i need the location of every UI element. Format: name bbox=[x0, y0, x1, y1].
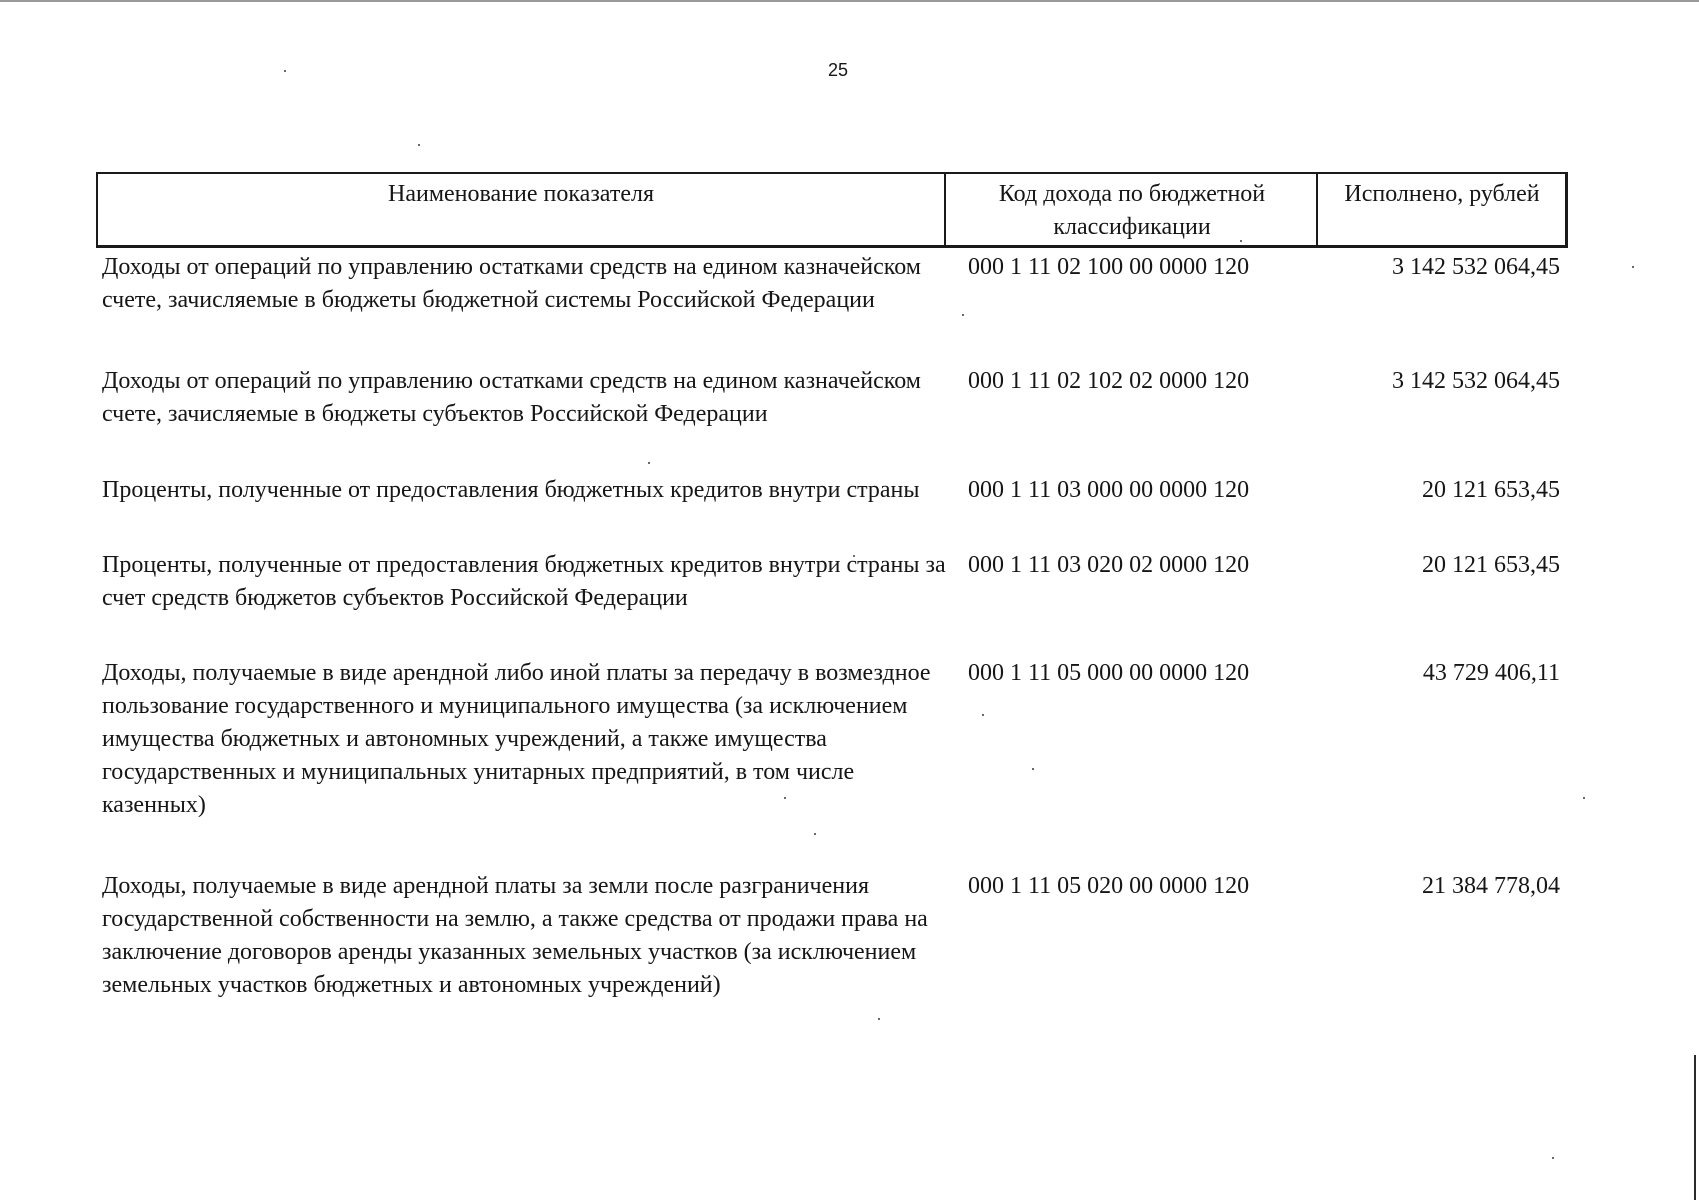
row-name: Доходы от операций по управлению остатками средств на едином казначейском счете, зачисляемые в бюджеты субъектов Российской Федерации bbox=[102, 368, 921, 427]
table-header bbox=[96, 172, 1568, 248]
row-name: Проценты, полученные от предоставления бюджетных кредитов внутри страны bbox=[102, 477, 920, 503]
row-name: Проценты, полученные от предоставления бюджетных кредитов внутри страны за счет средств бюджетов субъектов Российской Федерации bbox=[102, 552, 946, 611]
row-code: 000 1 11 05 000 00 0000 120 bbox=[968, 660, 1250, 686]
scan-speck bbox=[418, 144, 420, 146]
row-code: 000 1 11 03 020 02 0000 120 bbox=[968, 552, 1250, 578]
row-amount: 20 121 653,45 bbox=[1422, 477, 1560, 503]
scan-speck bbox=[878, 1018, 880, 1020]
row-name: Доходы, получаемые в виде арендной платы за земли после разграничения государственной собственности на землю, а также средства от продажи права на заключение договоров аренды указанных земельных участков (за исключением земельных участков бюджетных и автономных учреждений) bbox=[102, 873, 928, 998]
row-name: Доходы, получаемые в виде арендной либо иной платы за передачу в возмездное пользование государственного и муниципального имущества (за исключением имущества бюджетных и автономных учреждений, а также имущества государственных и муниципальных унитарных предприятий, в том числе казенных) bbox=[102, 660, 931, 818]
row-amount: 43 729 406,11 bbox=[1422, 660, 1560, 686]
row-code: 000 1 11 03 000 00 0000 120 bbox=[968, 477, 1250, 503]
scan-speck bbox=[814, 833, 816, 835]
scan-speck bbox=[284, 70, 286, 72]
header-divider bbox=[944, 174, 946, 245]
header-name: Наименование показателя bbox=[388, 181, 654, 207]
row-code: 000 1 11 05 020 00 0000 120 bbox=[968, 873, 1250, 899]
row-name: Доходы от операций по управлению остатками средств на едином казначейском счете, зачисляемые в бюджеты бюджетной системы Российской Федерации bbox=[102, 254, 921, 313]
page-number: 25 bbox=[827, 60, 849, 80]
row-amount: 20 121 653,45 bbox=[1422, 552, 1560, 578]
scan-speck bbox=[1032, 768, 1034, 770]
scan-edge-top bbox=[0, 0, 1699, 2]
row-amount: 3 142 532 064,45 bbox=[1392, 368, 1560, 394]
header-code: Код дохода по бюджетной классификации bbox=[998, 181, 1266, 240]
scan-speck bbox=[982, 714, 984, 716]
header-amount: Исполнено, рублей bbox=[1344, 181, 1540, 207]
scan-speck bbox=[962, 314, 964, 316]
scan-speck bbox=[1632, 266, 1634, 268]
scan-speck bbox=[1583, 797, 1585, 799]
row-amount: 21 384 778,04 bbox=[1422, 873, 1560, 899]
scan-speck bbox=[648, 462, 650, 464]
row-code: 000 1 11 02 102 02 0000 120 bbox=[968, 368, 1250, 394]
row-code: 000 1 11 02 100 00 0000 120 bbox=[968, 254, 1250, 280]
row-amount: 3 142 532 064,45 bbox=[1392, 254, 1560, 280]
header-divider bbox=[1316, 174, 1318, 245]
scan-edge-right bbox=[1694, 1055, 1696, 1200]
scan-speck bbox=[1552, 1157, 1554, 1159]
